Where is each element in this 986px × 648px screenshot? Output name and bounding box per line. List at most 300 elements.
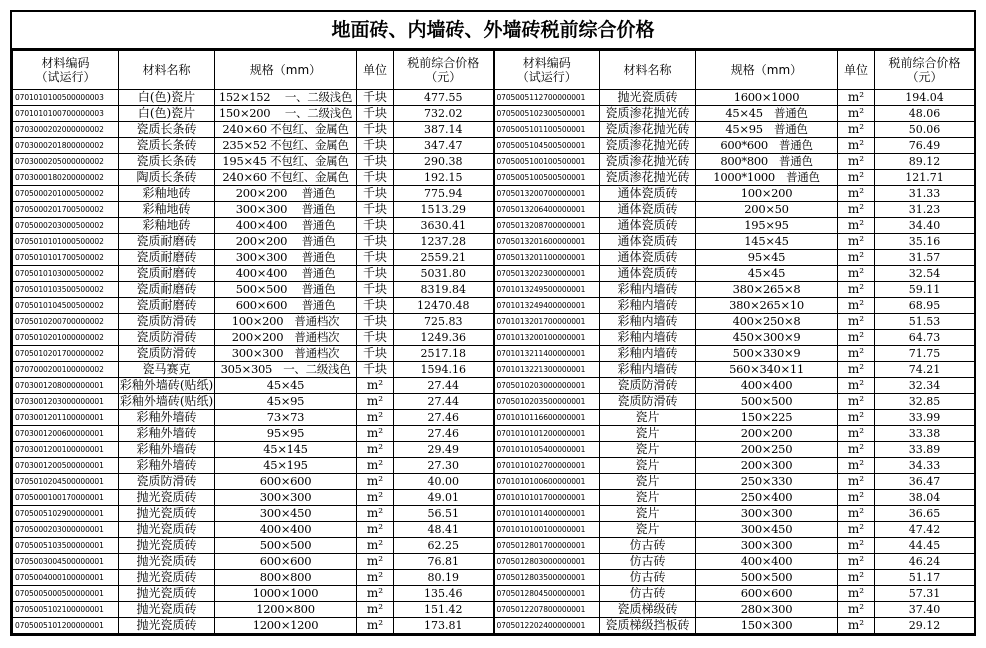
table-row	[13, 138, 975, 154]
cell-unit: m²	[838, 330, 875, 346]
table-row	[13, 362, 975, 378]
cell-unit: m²	[838, 202, 875, 218]
cell-spec: 45×145	[215, 442, 357, 458]
cell-code: 0703001201100000001	[13, 410, 119, 426]
table-row	[13, 586, 975, 602]
table-row	[13, 474, 975, 490]
cell-price: 27.44	[394, 394, 494, 410]
cell-price: 33.99	[875, 410, 975, 426]
cell-name: 瓷质渗花抛光砖	[600, 138, 696, 154]
table-row	[13, 266, 975, 282]
cell-price: 33.38	[875, 426, 975, 442]
cell-name: 瓷马赛克	[119, 362, 215, 378]
cell-name: 抛光瓷质砖	[119, 554, 215, 570]
cell-code: 0701010101400000001	[494, 506, 600, 522]
cell-unit: m²	[838, 554, 875, 570]
cell-name: 陶质长条砖	[119, 170, 215, 186]
cell-spec: 300×300 普通色	[215, 250, 357, 266]
cell-name: 瓷质长条砖	[119, 122, 215, 138]
cell-unit: m²	[838, 474, 875, 490]
price-table	[12, 50, 975, 634]
cell-spec: 1600×1000	[696, 90, 838, 106]
cell-price: 33.89	[875, 442, 975, 458]
cell-code: 0705013201600000001	[494, 234, 600, 250]
cell-price: 76.49	[875, 138, 975, 154]
cell-unit: m²	[357, 490, 394, 506]
cell-unit: m²	[838, 570, 875, 586]
cell-name: 瓷质渗花抛光砖	[600, 106, 696, 122]
cell-code: 0705000203000000001	[13, 522, 119, 538]
cell-spec: 400×400 普通色	[215, 218, 357, 234]
cell-spec: 300×300	[696, 538, 838, 554]
cell-code: 0701010101200000001	[494, 426, 600, 442]
table-row	[13, 394, 975, 410]
cell-price: 49.01	[394, 490, 494, 506]
cell-name: 彩釉外墙砖	[119, 426, 215, 442]
cell-name: 瓷质防滑砖	[600, 378, 696, 394]
cell-price: 151.42	[394, 602, 494, 618]
cell-price: 48.06	[875, 106, 975, 122]
cell-code: 0701013200100000001	[494, 330, 600, 346]
table-row	[13, 250, 975, 266]
cell-spec: 300×300 普通色	[215, 202, 357, 218]
cell-unit: m²	[357, 394, 394, 410]
cell-unit: 千块	[357, 170, 394, 186]
cell-code: 0701013249400000001	[494, 298, 600, 314]
cell-unit: m²	[357, 426, 394, 442]
cell-price: 51.53	[875, 314, 975, 330]
cell-price: 74.21	[875, 362, 975, 378]
table-row	[13, 426, 975, 442]
cell-price: 89.12	[875, 154, 975, 170]
cell-spec: 200×250	[696, 442, 838, 458]
cell-spec: 300×450	[215, 506, 357, 522]
cell-unit: m²	[357, 522, 394, 538]
cell-unit: m²	[357, 442, 394, 458]
header-unit: 单位	[357, 51, 394, 90]
cell-name: 白(色)瓷片	[119, 106, 215, 122]
table-row	[13, 90, 975, 106]
cell-unit: m²	[838, 170, 875, 186]
cell-spec: 500×500	[215, 538, 357, 554]
cell-spec: 800*800 普通色	[696, 154, 838, 170]
cell-price: 121.71	[875, 170, 975, 186]
cell-name: 瓷质防滑砖	[119, 330, 215, 346]
cell-spec: 400×400	[696, 378, 838, 394]
cell-spec: 250×330	[696, 474, 838, 490]
cell-unit: m²	[357, 378, 394, 394]
cell-code: 0703001203000000001	[13, 394, 119, 410]
cell-spec: 400×400	[215, 522, 357, 538]
cell-code: 0703000202000000002	[13, 122, 119, 138]
table-row	[13, 298, 975, 314]
cell-price: 36.65	[875, 506, 975, 522]
cell-unit: m²	[357, 458, 394, 474]
cell-code: 0701010100600000001	[494, 474, 600, 490]
cell-name: 彩釉内墙砖	[600, 362, 696, 378]
cell-code: 0701013221300000001	[494, 362, 600, 378]
table-row	[13, 330, 975, 346]
cell-spec: 500×500	[696, 394, 838, 410]
cell-price: 732.02	[394, 106, 494, 122]
price-sheet	[10, 10, 976, 636]
cell-price: 27.44	[394, 378, 494, 394]
cell-code: 0705010104500500002	[13, 298, 119, 314]
cell-unit: 千块	[357, 282, 394, 298]
cell-spec: 73×73	[215, 410, 357, 426]
cell-spec: 200×200	[696, 426, 838, 442]
cell-name: 抛光瓷质砖	[119, 602, 215, 618]
cell-name: 抛光瓷质砖	[119, 490, 215, 506]
cell-price: 192.15	[394, 170, 494, 186]
table-row	[13, 122, 975, 138]
cell-unit: m²	[357, 410, 394, 426]
cell-name: 彩釉外墙砖(贴纸)	[119, 378, 214, 392]
cell-name: 瓷片	[600, 458, 696, 474]
cell-spec: 95×95	[215, 426, 357, 442]
cell-unit: 千块	[357, 362, 394, 378]
cell-unit: m²	[838, 186, 875, 202]
cell-price: 27.46	[394, 426, 494, 442]
cell-name: 瓷质渗花抛光砖	[600, 122, 696, 138]
cell-code: 0705012803000000001	[494, 554, 600, 570]
header-unit: 单位	[838, 51, 875, 90]
cell-name: 通体瓷质砖	[600, 250, 696, 266]
cell-unit: m²	[838, 426, 875, 442]
cell-name: 抛光瓷质砖	[119, 586, 215, 602]
header-code: 材料编码 （试运行）	[13, 51, 119, 90]
cell-unit: m²	[838, 250, 875, 266]
cell-price: 64.73	[875, 330, 975, 346]
cell-price: 37.40	[875, 602, 975, 618]
cell-unit: m²	[838, 362, 875, 378]
cell-name: 瓷片	[600, 426, 696, 442]
cell-code: 0703001208000000001	[13, 378, 119, 394]
cell-spec: 400×250×8	[696, 314, 838, 330]
cell-spec: 450×300×9	[696, 330, 838, 346]
cell-code: 0701010100500000003	[13, 90, 119, 106]
cell-price: 51.17	[875, 570, 975, 586]
cell-code: 0705004000100000001	[13, 570, 119, 586]
cell-code: 0701013201700000001	[494, 314, 600, 330]
cell-price: 725.83	[394, 314, 494, 330]
cell-code: 0705012207800000001	[494, 602, 600, 618]
cell-spec: 195×45 不包红、金属色	[215, 154, 357, 170]
cell-price: 38.04	[875, 490, 975, 506]
cell-code: 0705010101000500002	[13, 234, 119, 250]
cell-unit: 千块	[357, 346, 394, 362]
cell-price: 29.49	[394, 442, 494, 458]
table-row	[13, 570, 975, 586]
cell-code: 0705005104500500001	[494, 138, 600, 154]
cell-spec: 195×95	[696, 218, 838, 234]
cell-price: 1594.16	[394, 362, 494, 378]
cell-spec: 150×300	[696, 618, 838, 634]
cell-code: 0705005101100500001	[494, 122, 600, 138]
cell-unit: m²	[838, 458, 875, 474]
cell-unit: 千块	[357, 154, 394, 170]
cell-price: 29.12	[875, 618, 975, 634]
cell-code: 0705013200700000001	[494, 186, 600, 202]
cell-code: 0705005100100500001	[494, 154, 600, 170]
cell-unit: m²	[357, 618, 394, 634]
cell-unit: m²	[838, 378, 875, 394]
cell-spec: 45×45	[215, 378, 357, 394]
cell-name: 彩釉外墙砖	[119, 410, 215, 426]
cell-code: 0705005102300500001	[494, 106, 600, 122]
cell-code: 0705010103500500002	[13, 282, 119, 298]
cell-code: 0705010200700000002	[13, 314, 119, 330]
cell-spec: 45×45	[696, 266, 838, 282]
cell-code: 0705005100500500001	[494, 170, 600, 186]
cell-code: 0705010103000500002	[13, 266, 119, 282]
cell-unit: m²	[838, 106, 875, 122]
cell-name: 抛光瓷质砖	[119, 522, 215, 538]
cell-code: 0701010100700000003	[13, 106, 119, 122]
cell-spec: 100×200 普通档次	[215, 314, 357, 330]
cell-unit: 千块	[357, 202, 394, 218]
cell-name: 彩釉内墙砖	[600, 346, 696, 362]
cell-code: 0701010105400000001	[494, 442, 600, 458]
cell-price: 56.51	[394, 506, 494, 522]
table-row	[13, 410, 975, 426]
cell-name: 抛光瓷质砖	[600, 90, 696, 106]
cell-spec: 200×200 普通色	[215, 234, 357, 250]
cell-unit: m²	[838, 138, 875, 154]
cell-name: 通体瓷质砖	[600, 234, 696, 250]
cell-spec: 300×450	[696, 522, 838, 538]
table-row	[13, 154, 975, 170]
cell-price: 59.11	[875, 282, 975, 298]
cell-code: 0701013211400000001	[494, 346, 600, 362]
cell-unit: m²	[838, 442, 875, 458]
cell-name: 瓷质耐磨砖	[119, 298, 215, 314]
cell-price: 31.23	[875, 202, 975, 218]
table-row	[13, 538, 975, 554]
cell-unit: 千块	[357, 122, 394, 138]
cell-code: 0705000100170000001	[13, 490, 119, 506]
cell-price: 71.75	[875, 346, 975, 362]
cell-code: 0705005103500000001	[13, 538, 119, 554]
cell-name: 瓷质长条砖	[119, 138, 215, 154]
cell-code: 0707000200100000002	[13, 362, 119, 378]
cell-unit: 千块	[357, 186, 394, 202]
cell-price: 50.06	[875, 122, 975, 138]
cell-unit: m²	[838, 618, 875, 634]
header-price: 税前综合价格 （元）	[394, 51, 494, 90]
cell-code: 0705013201100000001	[494, 250, 600, 266]
table-row	[13, 234, 975, 250]
cell-spec: 600×600	[696, 586, 838, 602]
cell-price: 35.16	[875, 234, 975, 250]
cell-name: 白(色)瓷片	[119, 90, 215, 106]
cell-spec: 560×340×11	[696, 362, 838, 378]
cell-price: 32.85	[875, 394, 975, 410]
cell-name: 瓷质耐磨砖	[119, 282, 215, 298]
table-row	[13, 618, 975, 634]
table-row	[13, 346, 975, 362]
cell-code: 0705003004500000001	[13, 554, 119, 570]
cell-unit: 千块	[357, 330, 394, 346]
cell-code: 0705000203000500002	[13, 218, 119, 234]
cell-spec: 145×45	[696, 234, 838, 250]
cell-name: 通体瓷质砖	[600, 266, 696, 282]
cell-code: 0705012801700000001	[494, 538, 600, 554]
cell-name: 瓷质渗花抛光砖	[600, 154, 696, 170]
table-row	[13, 442, 975, 458]
cell-spec: 380×265×10	[696, 298, 838, 314]
cell-name: 彩釉地砖	[119, 202, 215, 218]
cell-spec: 45×45 普通色	[696, 106, 838, 122]
cell-price: 47.42	[875, 522, 975, 538]
table-row	[13, 282, 975, 298]
cell-price: 32.34	[875, 378, 975, 394]
table-row	[13, 202, 975, 218]
cell-code: 0701010101700000001	[494, 490, 600, 506]
table-row	[13, 314, 975, 330]
cell-spec: 240×60 不包红、金属色	[215, 122, 357, 138]
cell-name: 抛光瓷质砖	[119, 570, 215, 586]
cell-spec: 200×300	[696, 458, 838, 474]
cell-unit: 千块	[357, 314, 394, 330]
cell-unit: 千块	[357, 234, 394, 250]
header-spec: 规格（mm）	[696, 51, 838, 90]
cell-code: 0705010203000000001	[494, 378, 600, 394]
header-name: 材料名称	[119, 51, 215, 90]
cell-price: 32.54	[875, 266, 975, 282]
page-title: 地面砖、内墙砖、外墙砖税前综合价格	[12, 12, 974, 50]
cell-unit: m²	[838, 490, 875, 506]
cell-price: 48.41	[394, 522, 494, 538]
cell-unit: m²	[838, 122, 875, 138]
cell-price: 31.33	[875, 186, 975, 202]
cell-code: 0705012202400000001	[494, 618, 600, 634]
cell-name: 抛光瓷质砖	[119, 506, 215, 522]
cell-code: 0705012803500000001	[494, 570, 600, 586]
cell-spec: 45×95 普通色	[696, 122, 838, 138]
cell-unit: 千块	[357, 90, 394, 106]
cell-spec: 500×500 普通色	[215, 282, 357, 298]
cell-code: 0705013208700000001	[494, 218, 600, 234]
cell-name: 瓷片	[600, 522, 696, 538]
table-row	[13, 506, 975, 522]
table-row	[13, 170, 975, 186]
cell-unit: m²	[838, 266, 875, 282]
cell-price: 5031.80	[394, 266, 494, 282]
cell-unit: 千块	[357, 250, 394, 266]
cell-name: 瓷片	[600, 474, 696, 490]
cell-unit: m²	[357, 554, 394, 570]
cell-price: 44.45	[875, 538, 975, 554]
cell-name: 瓷质长条砖	[119, 154, 215, 170]
cell-name: 瓷质防滑砖	[119, 474, 215, 490]
cell-price: 76.81	[394, 554, 494, 570]
cell-code: 0705000201700500002	[13, 202, 119, 218]
cell-unit: m²	[357, 602, 394, 618]
cell-name: 彩釉内墙砖	[600, 282, 696, 298]
cell-unit: m²	[838, 218, 875, 234]
cell-name: 瓷质防滑砖	[119, 346, 215, 362]
cell-unit: m²	[838, 282, 875, 298]
cell-code: 0703000180200000002	[13, 170, 119, 186]
cell-code: 0705012804500000001	[494, 586, 600, 602]
cell-price: 62.25	[394, 538, 494, 554]
cell-price: 194.04	[875, 90, 975, 106]
cell-price: 1513.29	[394, 202, 494, 218]
cell-price: 68.95	[875, 298, 975, 314]
cell-spec: 600×600	[215, 474, 357, 490]
cell-name: 通体瓷质砖	[600, 218, 696, 234]
cell-name: 彩釉内墙砖	[600, 314, 696, 330]
cell-name: 仿古砖	[600, 554, 696, 570]
cell-name: 彩釉外墙砖	[119, 442, 215, 458]
cell-spec: 600×600 普通色	[215, 298, 357, 314]
cell-unit: m²	[838, 346, 875, 362]
cell-name: 瓷质渗花抛光砖	[600, 170, 696, 186]
cell-spec: 600×600	[215, 554, 357, 570]
cell-price: 80.19	[394, 570, 494, 586]
cell-price: 173.81	[394, 618, 494, 634]
cell-code: 0705013202300000001	[494, 266, 600, 282]
table-row	[13, 602, 975, 618]
header-spec: 规格（mm）	[215, 51, 357, 90]
cell-spec: 45×95	[215, 394, 357, 410]
cell-unit: 千块	[357, 218, 394, 234]
cell-spec: 1000×1000	[215, 586, 357, 602]
cell-unit: m²	[357, 586, 394, 602]
cell-spec: 152×152 一、二级浅色	[215, 90, 357, 106]
cell-code: 0705010204500000001	[13, 474, 119, 490]
cell-name: 彩釉外墙砖(贴纸)	[119, 394, 214, 408]
table-row	[13, 106, 975, 122]
cell-unit: m²	[838, 522, 875, 538]
cell-code: 0703000201800000002	[13, 138, 119, 154]
cell-code: 0705010201000000002	[13, 330, 119, 346]
cell-name: 瓷片	[600, 410, 696, 426]
cell-price: 135.46	[394, 586, 494, 602]
cell-name: 彩釉内墙砖	[600, 298, 696, 314]
cell-spec: 300×300	[696, 506, 838, 522]
header-code: 材料编码 （试运行）	[494, 51, 600, 90]
cell-unit: m²	[838, 298, 875, 314]
cell-code: 0705005102900000001	[13, 506, 119, 522]
cell-unit: m²	[357, 474, 394, 490]
cell-spec: 100×200	[696, 186, 838, 202]
cell-spec: 600*600 普通色	[696, 138, 838, 154]
table-row	[13, 186, 975, 202]
cell-price: 34.33	[875, 458, 975, 474]
table-row	[13, 458, 975, 474]
cell-code: 0705005112700000001	[494, 90, 600, 106]
cell-spec: 240×60 不包红、金属色	[215, 170, 357, 186]
cell-spec: 500×500	[696, 570, 838, 586]
cell-code: 0703001200500000001	[13, 458, 119, 474]
cell-code: 0703001200600000001	[13, 426, 119, 442]
cell-spec: 235×52 不包红、金属色	[215, 138, 357, 154]
cell-code: 0705005102100000001	[13, 602, 119, 618]
cell-name: 彩釉地砖	[119, 186, 215, 202]
cell-unit: m²	[838, 314, 875, 330]
cell-code: 0703001200100000001	[13, 442, 119, 458]
cell-name: 抛光瓷质砖	[119, 538, 215, 554]
table-row	[13, 554, 975, 570]
cell-spec: 95×45	[696, 250, 838, 266]
cell-name: 瓷片	[600, 490, 696, 506]
cell-unit: m²	[838, 602, 875, 618]
cell-name: 彩釉外墙砖	[119, 458, 215, 474]
cell-spec: 150×225	[696, 410, 838, 426]
cell-name: 瓷质耐磨砖	[119, 266, 215, 282]
